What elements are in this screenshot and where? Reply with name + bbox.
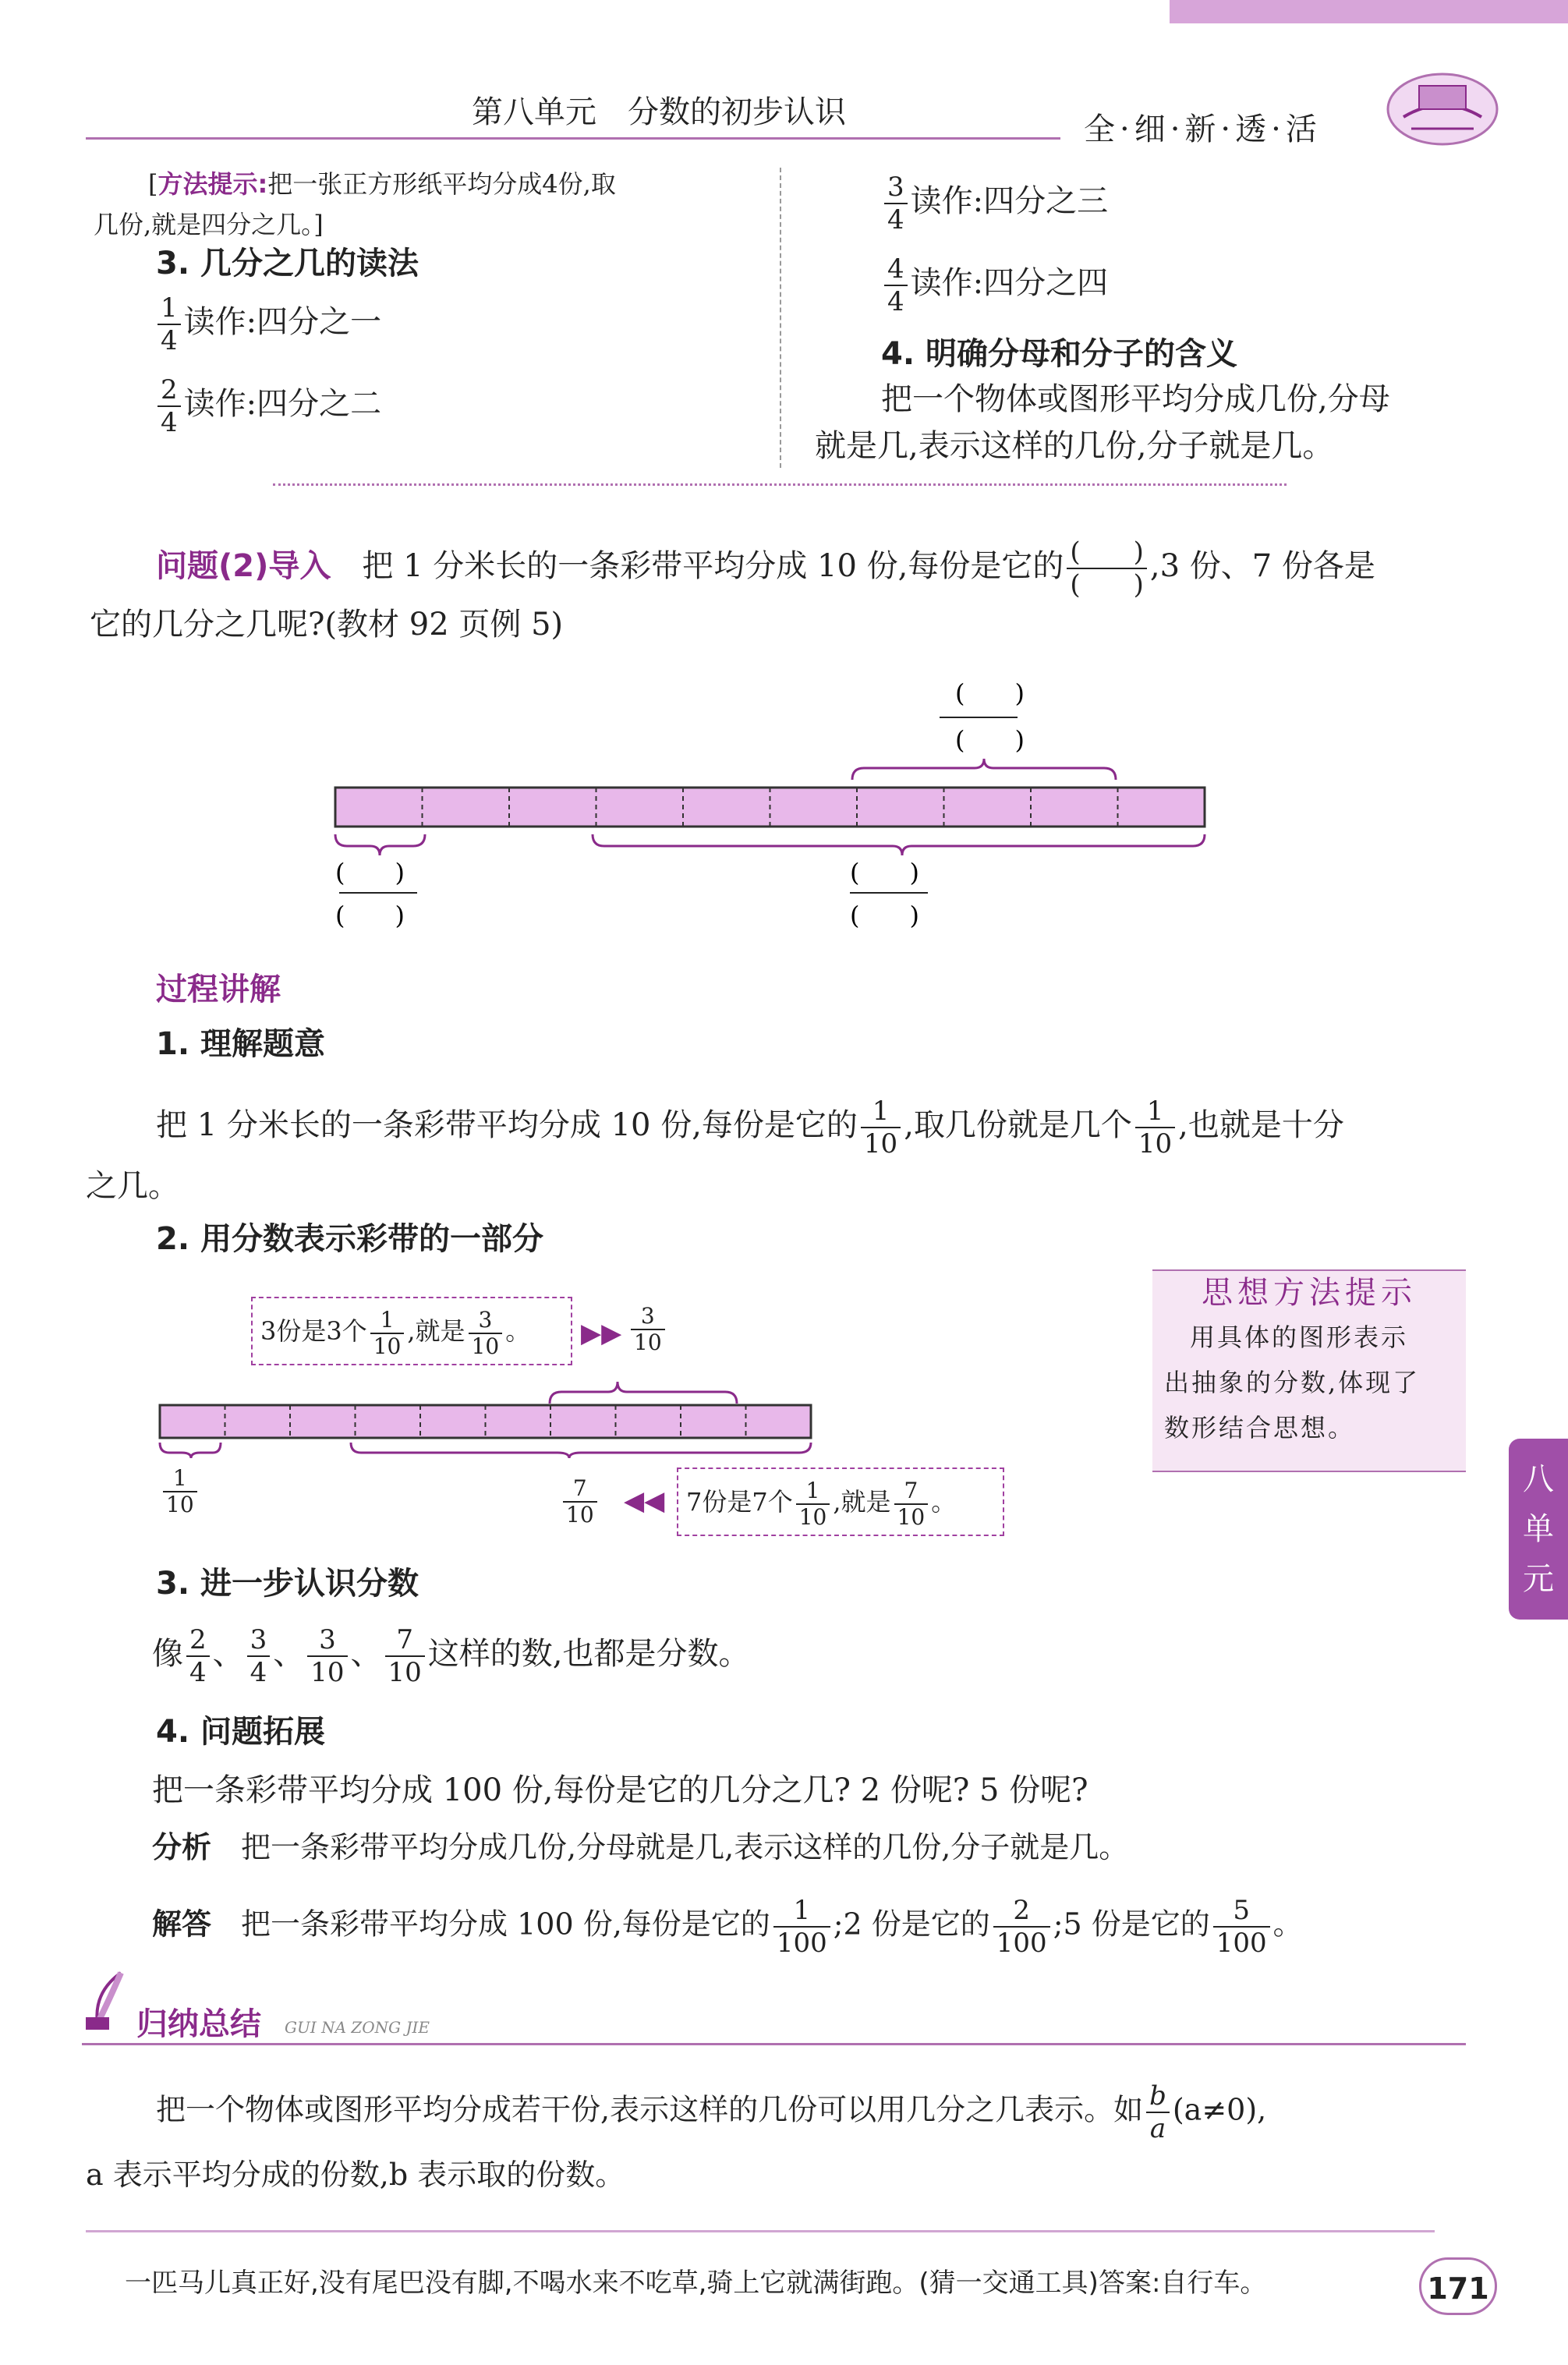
side-tab-unit8[interactable] <box>1509 1439 1568 1620</box>
label-3-10-top: $\frac{3}{10}$ <box>628 1304 668 1355</box>
book-logo-icon <box>1384 62 1501 148</box>
blank-left-den: ( ) <box>335 901 405 930</box>
analysis-label: 分析 <box>152 1830 212 1864</box>
fraction: $\frac{4}{4}$ <box>884 253 908 317</box>
reading-4-4: $\frac{4}{4}$ 读作:四分之四 <box>881 253 1108 317</box>
blank-left-num: ( ) <box>335 858 405 887</box>
footer-riddle: 一匹马儿真正好,没有尾巴没有脚,不喝水来不吃草,骑上它就满街跑。(猜一交通工具)答案:自行车。 <box>125 2268 1267 2299</box>
fraction: $\frac{1}{10}$ <box>796 1478 830 1530</box>
section3-title: 3. 几分之几的读法 <box>156 246 419 281</box>
unit-title: 第八单元 分数的初步认识 <box>472 94 846 130</box>
problem-label: 问题(2)导入 <box>156 548 331 584</box>
blank-right-den: ( ) <box>850 901 919 930</box>
section4-title: 4. 明确分母和分子的含义 <box>881 336 1237 372</box>
summary-line-1: 把一个物体或图形平均分成若干份,表示这样的几份可以用几分之几表示。如 $\frac{b}{a}$ (a≠0), <box>156 2080 1267 2144</box>
s3-title: 3. 进一步认识分数 <box>156 1566 419 1602</box>
method-hint: [方法提示:把一张正方形纸平均分成4份,取 几份,就是四分之几。] <box>148 164 616 245</box>
blank-fraction: $\frac{( )}{( )}$ <box>1067 536 1147 600</box>
fraction: $\frac{3}{4}$ <box>247 1624 271 1688</box>
tip-box <box>1152 1269 1466 1472</box>
tip-title: 思想方法提示 <box>1202 1275 1417 1311</box>
problem-line-1: 问题(2)导入 把 1 分米长的一条彩带平均分成 10 份,每份是它的 $\frac{( )}{( )}$ ,3 份、7 份各是 <box>156 536 1375 600</box>
strip-diagram-1 <box>320 671 1216 944</box>
s3-text: 像 $\frac{2}{4}$ 、 $\frac{3}{4}$ 、 $\frac{3}{10}$ 、 $\frac{7}{10}$ 这样的数,也都是分数。 <box>152 1624 750 1688</box>
reading-2-4: $\frac{2}{4}$ 读作:四分之二 <box>154 374 381 438</box>
strip-diagram-2 <box>152 1372 823 1458</box>
reading-3-4: $\frac{3}{4}$ 读作:四分之三 <box>881 172 1108 235</box>
page-number: 171 <box>1419 2257 1497 2315</box>
method-hint-text-2: 几份,就是四分之几。] <box>94 210 324 239</box>
method-hint-text-1: 把一张正方形纸平均分成4份,取 <box>267 169 616 199</box>
section-separator <box>273 483 1287 486</box>
fraction: $\frac{1}{10}$ <box>370 1308 405 1359</box>
section4-text-2: 就是几,表示这样的几份,分子就是几。 <box>815 428 1334 464</box>
header-top-bar <box>1170 0 1568 23</box>
s4-title: 4. 问题拓展 <box>156 1714 325 1750</box>
footer-line <box>86 2230 1435 2232</box>
answer-label: 解答 <box>152 1907 212 1942</box>
s4-text: 把一条彩带平均分成 100 份,每份是它的几分之几? 2 份呢? 5 份呢? <box>152 1772 1088 1808</box>
fraction: $\frac{1}{10}$ <box>861 1096 901 1159</box>
header-line <box>86 137 1060 140</box>
label-1-10-bottom: $\frac{1}{10}$ <box>160 1466 200 1517</box>
fraction: $\frac{1}{10}$ <box>1135 1096 1175 1159</box>
method-hint-label: 方法提示: <box>158 169 268 199</box>
tip-line-2: 出抽象的分数,体现了 <box>1164 1368 1421 1397</box>
fraction: $\frac{b}{a}$ <box>1146 2080 1170 2144</box>
side-tab-char: 八 <box>1523 1461 1554 1497</box>
side-tab-char: 元 <box>1523 1561 1554 1597</box>
tip-line-3: 数形结合思想。 <box>1164 1413 1356 1443</box>
callout-box-3: 3份是3个 $\frac{1}{10}$ ,就是 $\frac{3}{10}$ 。 <box>251 1297 572 1365</box>
blank-top-num: ( ) <box>955 678 1025 708</box>
feather-pen-icon <box>78 1969 133 2031</box>
tip-line-1: 用具体的图形表示 <box>1190 1322 1409 1352</box>
problem-line-2: 它的几分之几呢?(教材 92 页例 5) <box>90 607 564 643</box>
summary-line-2: a 表示平均分成的份数,b 表示取的份数。 <box>86 2158 625 2192</box>
fraction: $\frac{2}{4}$ <box>158 374 181 438</box>
summary-title: 归纳总结 <box>136 2006 261 2042</box>
s1-title: 1. 理解题意 <box>156 1026 325 1062</box>
s1-line-2: 之几。 <box>86 1168 179 1204</box>
analysis-line: 分析 把一条彩带平均分成几份,分母就是几,表示这样的几份,分子就是几。 <box>152 1830 1129 1864</box>
fraction: $\frac{2}{100}$ <box>993 1895 1050 1959</box>
reading-1-4: $\frac{1}{4}$ 读作:四分之一 <box>154 292 381 356</box>
side-tab-char: 单 <box>1523 1511 1554 1547</box>
label-7-10-bottom: $\frac{7}{10}$ <box>560 1476 600 1528</box>
fraction: $\frac{2}{4}$ <box>186 1624 210 1688</box>
fraction: $\frac{5}{100}$ <box>1213 1895 1270 1959</box>
callout-box-7: 7份是7个 $\frac{1}{10}$ ,就是 $\frac{7}{10}$ 。 <box>677 1468 1004 1536</box>
arrow-right-icon: ▶▶ <box>581 1318 622 1349</box>
fraction: $\frac{3}{10}$ <box>469 1308 503 1359</box>
blank-right-num: ( ) <box>850 858 919 887</box>
fraction: $\frac{1}{4}$ <box>158 292 181 356</box>
blank-top-den: ( ) <box>955 725 1025 755</box>
summary-pinyin: GUI NA ZONG JIE <box>285 2018 430 2037</box>
s1-line-1: 把 1 分米长的一条彩带平均分成 10 份,每份是它的 $\frac{1}{10}$ ,取几份就是几个 $\frac{1}{10}$ ,也就是十分 <box>156 1096 1344 1159</box>
process-title: 过程讲解 <box>156 972 281 1007</box>
summary-underline <box>82 2043 1466 2045</box>
column-divider <box>780 168 781 468</box>
answer-line: 解答 把一条彩带平均分成 100 份,每份是它的 $\frac{1}{100}$ ;2 份是它的 $\frac{2}{100}$ ;5 份是它的 $\frac{5}{100}$ 。 <box>152 1895 1303 1959</box>
fraction: $\frac{7}{10}$ <box>385 1624 425 1688</box>
fraction: $\frac{7}{10}$ <box>894 1478 929 1530</box>
fraction: $\frac{1}{100}$ <box>773 1895 830 1959</box>
s2-title: 2. 用分数表示彩带的一部分 <box>156 1221 543 1257</box>
fraction: $\frac{3}{4}$ <box>884 172 908 235</box>
header-slogan: 全·细·新·透·活 <box>1084 112 1322 147</box>
fraction: $\frac{3}{10}$ <box>307 1624 347 1688</box>
arrow-left-icon: ◀◀ <box>624 1485 665 1517</box>
section4-text-1: 把一个物体或图形平均分成几份,分母 <box>881 381 1390 417</box>
